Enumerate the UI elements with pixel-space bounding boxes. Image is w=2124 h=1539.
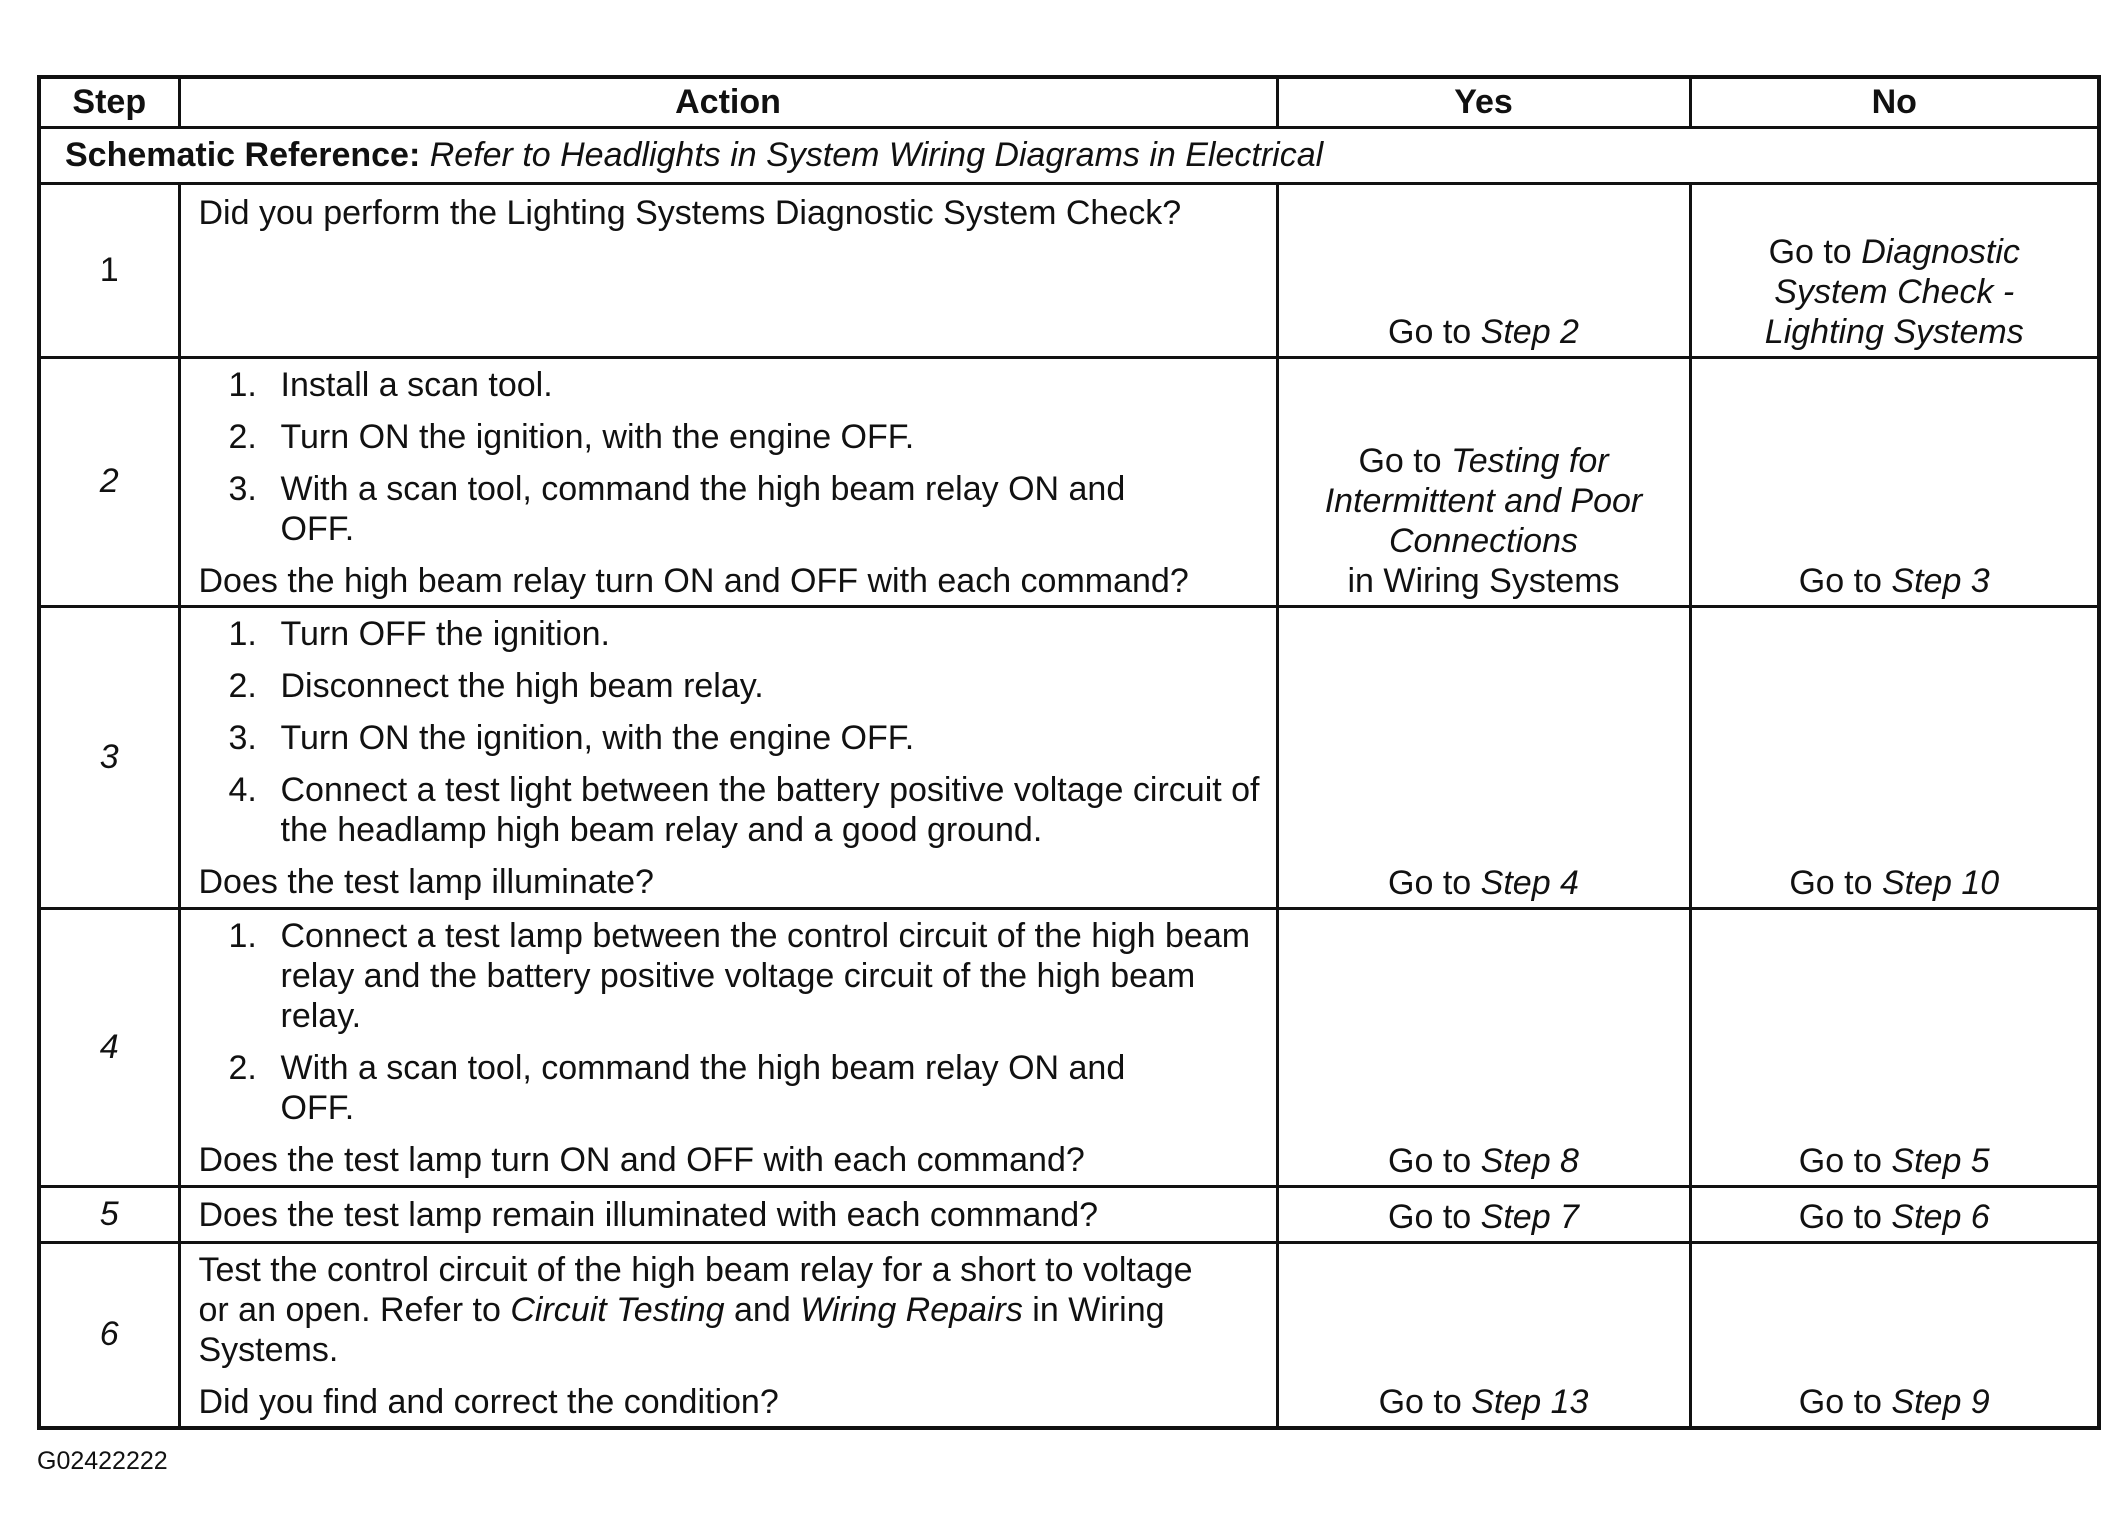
schematic-reference bbox=[39, 127, 2099, 183]
action-paragraph: Test the control circuit of the high beam relay for a short to voltage or an open. Refer to Circuit Testing and Wiring Repairs in Wiring Systems. bbox=[198, 1250, 1193, 1369]
action-cell bbox=[179, 1186, 1277, 1242]
no-link: Step 6 bbox=[1891, 1197, 1990, 1236]
no-link: Step 10 bbox=[1881, 863, 2000, 902]
yes-cell bbox=[1277, 606, 1690, 908]
no-cell bbox=[1690, 357, 2099, 606]
yes-cell bbox=[1277, 908, 1690, 1186]
action-cell bbox=[179, 908, 1277, 1186]
question-text: Did you find and correct the condition? bbox=[198, 1382, 779, 1421]
table-row bbox=[39, 908, 2099, 1186]
list-item: 3. Turn ON the ignition, with the engine OFF. bbox=[228, 718, 915, 757]
action-cell bbox=[179, 357, 1277, 606]
step-number: 2 bbox=[39, 357, 179, 606]
list-item: 4. Connect a test light between the battery positive voltage circuit of the headlamp high beam relay and a good ground. bbox=[228, 770, 1260, 849]
no-prefix: Go to bbox=[1789, 863, 1873, 902]
schematic-label: Schematic Reference: bbox=[65, 135, 421, 174]
question-text: Does the test lamp turn ON and OFF with each command? bbox=[198, 1140, 1085, 1179]
yes-link: Step 13 bbox=[1471, 1383, 1589, 1421]
no-prefix: Go to bbox=[1768, 232, 1852, 271]
schematic-text: Refer to Headlights in System Wiring Diagrams in Electrical bbox=[429, 135, 1324, 174]
yes-link: Testing for Intermittent and Poor Connections bbox=[1324, 441, 1643, 560]
yes-cell bbox=[1277, 357, 1690, 606]
schematic-row bbox=[39, 127, 2099, 183]
no-prefix: Go to bbox=[1798, 1141, 1882, 1180]
action-list bbox=[199, 614, 1266, 850]
header-action: Action bbox=[179, 77, 1277, 127]
no-cell bbox=[1690, 606, 2099, 908]
header-step: Step bbox=[39, 77, 179, 127]
header-yes: Yes bbox=[1277, 77, 1690, 127]
list-item: 3. With a scan tool, command the high beam relay ON and OFF. bbox=[228, 469, 1126, 548]
no-cell bbox=[1690, 1242, 2099, 1428]
action-cell bbox=[179, 183, 1277, 357]
yes-prefix: Go to bbox=[1388, 312, 1472, 351]
list-item: 2. Turn ON the ignition, with the engine OFF. bbox=[228, 417, 915, 456]
question-text: Does the test lamp illuminate? bbox=[198, 862, 654, 901]
yes-link: Step 7 bbox=[1480, 1197, 1579, 1236]
yes-link: Step 2 bbox=[1480, 312, 1579, 351]
no-prefix: Go to bbox=[1798, 1197, 1882, 1236]
table-row bbox=[39, 357, 2099, 606]
table-row bbox=[39, 606, 2099, 908]
list-item: 1. Connect a test lamp between the control circuit of the high beam relay and the battery positive voltage circuit of the high beam relay. bbox=[228, 916, 1251, 1035]
no-link: Step 3 bbox=[1891, 561, 1990, 600]
diagnostic-table bbox=[37, 75, 2101, 1430]
yes-cell bbox=[1277, 1186, 1690, 1242]
circuit-testing-link: Circuit Testing bbox=[510, 1290, 725, 1329]
no-cell bbox=[1690, 1186, 2099, 1242]
table-row bbox=[39, 1186, 2099, 1242]
question-text: Does the test lamp remain illuminated with each command? bbox=[198, 1196, 1099, 1234]
step-number: 1 bbox=[39, 183, 179, 357]
yes-link: Step 8 bbox=[1480, 1141, 1579, 1180]
header-no: No bbox=[1690, 77, 2099, 127]
step-number: 6 bbox=[39, 1242, 179, 1428]
list-item: 2. Disconnect the high beam relay. bbox=[228, 666, 764, 705]
no-prefix: Go to bbox=[1798, 561, 1882, 600]
table-row bbox=[39, 1242, 2099, 1428]
no-link: Step 5 bbox=[1891, 1141, 1990, 1180]
table-row bbox=[39, 183, 2099, 357]
yes-prefix: Go to bbox=[1388, 1197, 1472, 1236]
figure-id: G02422222 bbox=[37, 1447, 168, 1475]
no-link: Step 9 bbox=[1891, 1383, 1990, 1421]
step-number: 4 bbox=[39, 908, 179, 1186]
no-prefix: Go to bbox=[1798, 1383, 1882, 1421]
yes-cell bbox=[1277, 1242, 1690, 1428]
yes-cell bbox=[1277, 183, 1690, 357]
list-item: 1. Install a scan tool. bbox=[228, 365, 553, 404]
action-cell bbox=[179, 1242, 1277, 1428]
header-row bbox=[39, 77, 2099, 127]
yes-suffix: in Wiring Systems bbox=[1347, 561, 1620, 600]
action-list bbox=[199, 916, 1266, 1128]
step-number: 3 bbox=[39, 606, 179, 908]
action-list bbox=[199, 365, 1266, 549]
no-link: Diagnostic System Check - Lighting Systems bbox=[1764, 232, 2024, 351]
yes-prefix: Go to bbox=[1388, 863, 1472, 902]
yes-prefix: Go to bbox=[1388, 1141, 1472, 1180]
yes-link: Step 4 bbox=[1480, 863, 1579, 902]
no-cell bbox=[1690, 908, 2099, 1186]
list-item: 2. With a scan tool, command the high beam relay ON and OFF. bbox=[228, 1048, 1126, 1127]
no-cell bbox=[1690, 183, 2099, 357]
list-item: 1. Turn OFF the ignition. bbox=[228, 614, 610, 653]
wiring-repairs-link: Wiring Repairs bbox=[800, 1290, 1023, 1329]
yes-prefix: Go to bbox=[1378, 1383, 1462, 1421]
question-text: Did you perform the Lighting Systems Diagnostic System Check? bbox=[198, 193, 1182, 232]
question-text: Does the high beam relay turn ON and OFF with each command? bbox=[198, 561, 1189, 600]
action-cell bbox=[179, 606, 1277, 908]
step-number: 5 bbox=[39, 1186, 179, 1242]
yes-prefix: Go to bbox=[1358, 441, 1442, 480]
